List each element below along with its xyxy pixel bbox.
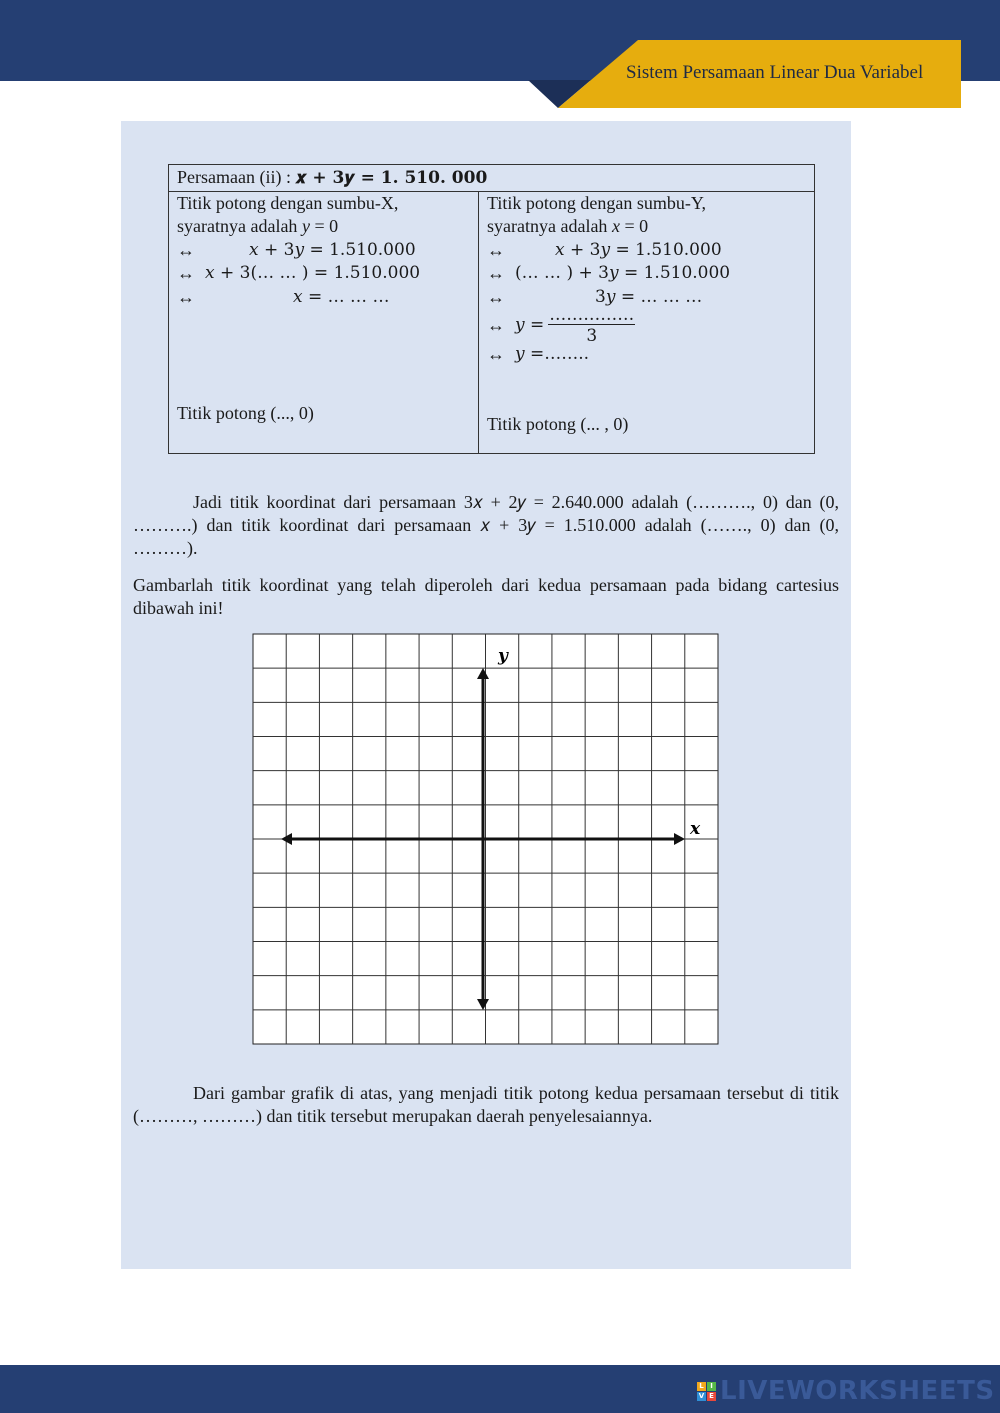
page-title: Sistem Persamaan Linear Dua Variabel: [626, 62, 924, 83]
worksheet-panel: [121, 121, 851, 1269]
y-intercept-result: Titik potong (... , 0): [487, 413, 629, 434]
x-step-3: ↔ 𝑥 = … … …: [177, 286, 390, 307]
paragraph-instruction: Gambarlah titik koordinat yang telah diperoleh dari kedua persamaan pada bidang cartesius dibawah ini!: [133, 575, 839, 618]
y-step-3: ↔ 3𝑦 = … … …: [487, 286, 703, 307]
table-header: [169, 165, 815, 192]
x-intercept-result: Titik potong (..., 0): [177, 402, 314, 423]
cartesian-plane[interactable]: [252, 633, 722, 1048]
watermark-text: LIVEWORKSHEETS: [720, 1376, 995, 1406]
x-intercept-title: Titik potong dengan sumbu-X,: [177, 192, 399, 213]
y-intercept-title: Titik potong dengan sumbu-Y,: [487, 192, 707, 213]
equation-table: [168, 164, 815, 454]
liveworksheets-logo-icon: L I V E: [697, 1382, 716, 1401]
y-step-4: ↔ 𝑦 = $\frac{\dots\dots\dots\dots\dots}{3}$: [487, 304, 635, 346]
x-intercept-cell: [169, 191, 479, 453]
paragraph-conclusion: Jadi titik koordinat dari persamaan 3𝑥 + 2𝑦 = 2.640.000 adalah (………., 0) dan (0, ……….) dan titik koordinat dari persamaan 𝑥 + 3𝑦 = 1.510.000 adalah (……., 0) dan (0, ………).: [133, 492, 839, 558]
y-intercept-condition: syaratnya adalah x = 0: [487, 216, 649, 236]
y-step-5: ↔ 𝑦 =……..: [487, 344, 590, 364]
watermark: [697, 1376, 995, 1406]
paragraph-question: Dari gambar grafik di atas, yang menjadi titik potong kedua persamaan tersebut di titik (………, ………) dan titik tersebut merupakan daerah penyelesaiannya.: [133, 1083, 839, 1126]
y-step-1: ↔ 𝑥 + 3𝑦 = 1.510.000: [487, 239, 722, 260]
x-intercept-condition: syaratnya adalah y = 0: [177, 216, 339, 236]
x-step-2: ↔ 𝑥 + 3(… … ) = 1.510.000: [177, 263, 421, 283]
fraction: $\frac{\dots\dots\dots\dots\dots}{3}$: [549, 304, 635, 346]
equation-formula: 𝒙 + 𝟑𝒚 = 𝟏. 𝟓𝟏𝟎. 𝟎𝟎𝟎: [295, 168, 488, 188]
x-axis-label: 𝒙: [690, 819, 701, 839]
y-step-2: ↔ (… … ) + 3𝑦 = 1.510.000: [487, 263, 731, 283]
y-intercept-cell: [479, 191, 815, 453]
x-step-1: ↔ 𝑥 + 3𝑦 = 1.510.000: [177, 239, 416, 260]
y-axis-label: 𝒚: [498, 646, 508, 666]
equation-label: Persamaan (ii) :: [177, 167, 296, 187]
